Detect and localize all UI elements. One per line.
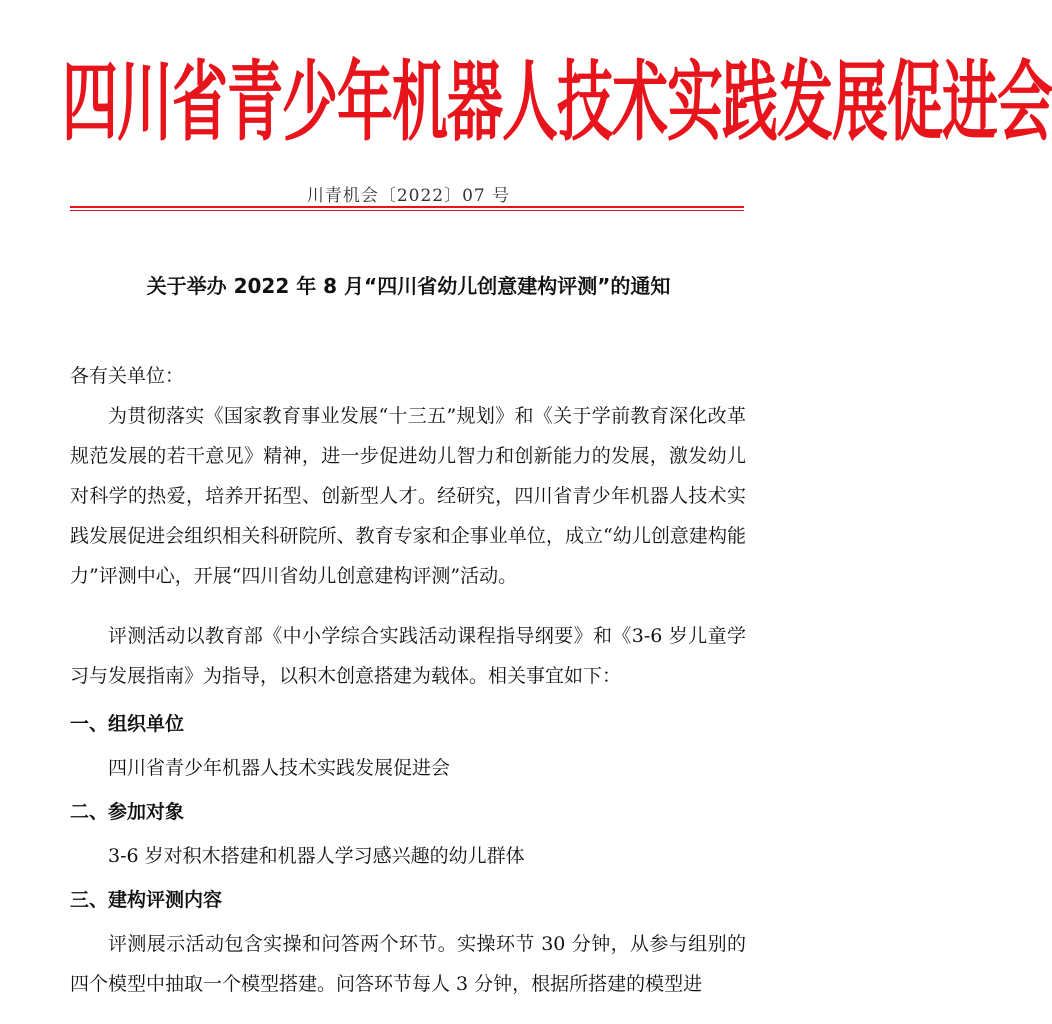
- salutation: 各有关单位：: [70, 365, 185, 387]
- intro-paragraph: 为贯彻落实《国家教育事业发展“十三五”规划》和《关于学前教育深化改革规范发展的若干意见》精神，进一步促进幼儿智力和创新能力的发展，激发幼儿对科学的热爱，培养开拓型、创新型人才。经研究，四川省青少年机器人技术实践发展促进会组织相关科研院所、教育专家和企事业单位，成立“幼儿创意建构能力”评测中心，开展“四川省幼儿创意建构评测”活动。: [70, 405, 746, 587]
- section-content-participants: 3-6 岁对积木搭建和机器人学习感兴趣的幼儿群体: [108, 845, 525, 867]
- notice-title: 关于举办 2022 年 8 月“四川省幼儿创意建构评测”的通知: [146, 274, 671, 298]
- letterhead-divider-thick: [70, 206, 744, 208]
- guidance-paragraph: 评测活动以教育部《中小学综合实践活动课程指导纲要》和《3-6 岁儿童学习与发展指南》为指导，以积木创意搭建为载体。相关事宜如下：: [70, 625, 746, 687]
- section-heading-organizer: 一、组织单位: [70, 713, 185, 735]
- letterhead-divider-thin: [70, 210, 744, 211]
- organization-letterhead: 四川省青少年机器人技术实践发展促进会: [62, 52, 1052, 154]
- section-content-assessment: 评测展示活动包含实操和问答两个环节。实操环节 30 分钟，从参与组别的四个模型中抽取一个模型搭建。问答环节每人 3 分钟，根据所搭建的模型进: [70, 933, 746, 995]
- document-number: 川青机会〔2022〕07 号: [306, 186, 511, 206]
- section-heading-participants: 二、参加对象: [70, 801, 185, 823]
- section-content-organizer: 四川省青少年机器人技术实践发展促进会: [108, 757, 451, 779]
- section-heading-assessment-content: 三、建构评测内容: [70, 889, 223, 911]
